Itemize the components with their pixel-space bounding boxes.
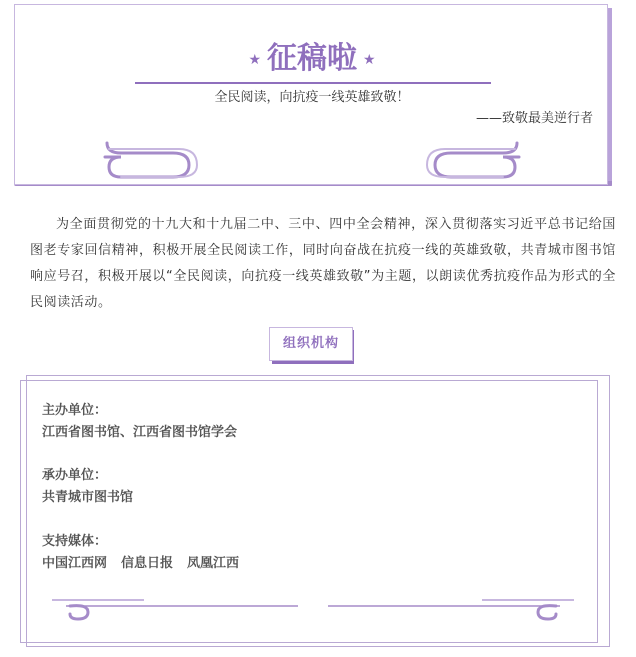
star-left-icon: ★ <box>248 51 261 68</box>
section-badge-label: 组织机构 <box>282 336 339 351</box>
page-title-text: 征稿啦 <box>267 41 357 76</box>
section-badge <box>269 327 353 361</box>
host-value: 江西省图书馆、江西省图书馆学会 <box>42 425 238 440</box>
media-label: 支持媒体： <box>42 534 108 549</box>
signature: ——致敬最美逆行者 <box>475 111 593 126</box>
organizer-label: 承办单位： <box>42 468 108 483</box>
scroll-left-decoration-icon <box>103 135 203 187</box>
media-item: 中国江西网 <box>42 556 108 571</box>
org-card-bottom-decoration-icon <box>48 592 578 626</box>
organizer-value: 共青城市图书馆 <box>42 490 134 505</box>
media-list <box>42 553 253 575</box>
media-item: 凤凰江西 <box>187 556 240 571</box>
star-right-icon: ★ <box>363 51 376 68</box>
scroll-right-decoration-icon <box>421 135 521 187</box>
media-item: 信息日报 <box>121 556 174 571</box>
organizer-block <box>42 465 133 509</box>
badge-shadow-bottom <box>272 361 354 364</box>
intro-paragraph: 为全面贯彻党的十九大和十九届二中、三中、四中全会精神，深入贯彻落实习近平总书记给国图老专家回信精神，积极开展全民阅读工作，同时向奋战在抗疫一线的英雄致敬，共青城市图书馆响应号召，积极开展以“全民阅读，向抗疫一线英雄致敬”为主题，以朗读优秀抗疫作品为形式的全民阅读活动。 <box>30 217 616 310</box>
page-title <box>15 39 609 80</box>
title-underline <box>135 82 491 84</box>
header-card <box>14 4 608 185</box>
subtitle: 全民阅读，向抗疫一线英雄致敬！ <box>214 90 410 105</box>
host-label: 主办单位： <box>42 403 108 418</box>
host-block <box>42 400 237 444</box>
media-block <box>42 531 253 575</box>
